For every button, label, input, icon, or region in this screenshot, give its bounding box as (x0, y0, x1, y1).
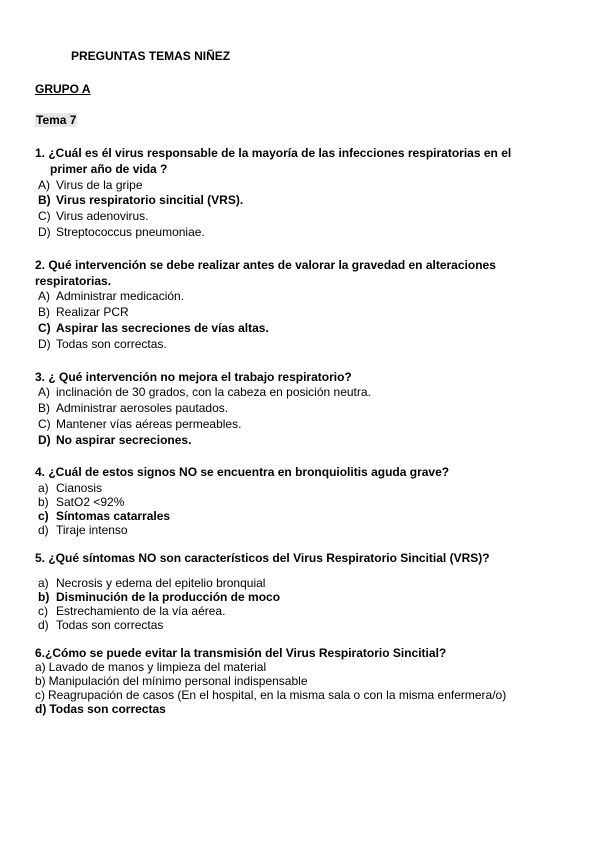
question-4-option-d: d) Tiraje intenso (38, 523, 128, 537)
question-3-option-a: A) inclinación de 30 grados, con la cabeza en posición neutra. (38, 385, 371, 399)
question-4-option-b: b) SatO2 <92% (38, 495, 125, 509)
question-6-text-line1: 6.¿Cómo se puede evitar la transmisión del Virus Respiratorio Sincitial? (35, 646, 447, 660)
question-6-option-b: b) Manipulación del mínimo personal indispensable (35, 674, 308, 688)
question-2-option-b: B) Realizar PCR (38, 305, 129, 319)
question-3-option-b: B) Administrar aerosoles pautados. (38, 401, 229, 415)
question-6 (35, 645, 548, 661)
question-6-option-c: c) Reagrupación de casos (En el hospital, en la misma sala o con la misma enfermera/o) (35, 688, 507, 702)
group-heading: GRUPO A (35, 82, 91, 96)
question-6-option-d: d) Todas son correctas (35, 702, 166, 716)
question-5-option-a: a) Necrosis y edema del epitelio bronquial (38, 576, 266, 590)
question-1-text-line2: primer año de vida ? (50, 162, 168, 176)
question-2-text-line2: respiratorias. (35, 274, 112, 288)
question-1-option-a: A) Virus de la gripe (38, 178, 143, 192)
question-4-option-c: c) Síntomas catarrales (38, 509, 171, 523)
question-5-option-b: b) Disminución de la producción de moco (38, 590, 281, 604)
question-5-text-line1: 5. ¿Qué síntomas NO son característicos del Virus Respiratorio Sincitial (VRS)? (35, 551, 490, 565)
question-1-option-b: B) Virus respiratorio sincitial (VRS). (38, 193, 244, 207)
question-4 (35, 464, 548, 480)
question-3-option-c: C) Mantener vías aéreas permeables. (38, 417, 242, 431)
question-3-text-line1: 3. ¿ Qué intervención no mejora el trabajo respiratorio? (35, 370, 352, 384)
question-2 (35, 257, 548, 289)
question-5-option-d: d) Todas son correctas (38, 618, 164, 632)
question-5 (35, 550, 548, 566)
question-2-text-line1: 2. Qué intervención se debe realizar antes de valorar la gravedad en alteraciones (35, 258, 496, 272)
question-6-option-a: a) Lavado de manos y limpieza del material (35, 660, 267, 674)
question-1-text-line1: 1. ¿Cuál es él virus responsable de la mayoría de las infecciones respiratorias en el (35, 146, 512, 160)
question-2-option-c: C) Aspirar las secreciones de vías altas. (38, 321, 269, 335)
document-title: PREGUNTAS TEMAS NIÑEZ (71, 49, 231, 63)
question-1-option-d: D) Streptococcus pneumoniae. (38, 225, 205, 239)
question-3 (35, 369, 548, 385)
question-4-text-line1: 4. ¿Cuál de estos signos NO se encuentra en bronquiolitis aguda grave? (35, 465, 450, 479)
question-1-option-c: C) Virus adenovirus. (38, 209, 149, 223)
question-5-option-c: c) Estrechamiento de la vía aérea. (38, 604, 226, 618)
question-3-option-d: D) No aspirar secreciones. (38, 433, 192, 447)
question-2-option-a: A) Administrar medicación. (38, 289, 185, 303)
topic-heading: Tema 7 (36, 113, 77, 127)
question-2-option-d: D) Todas son correctas. (38, 337, 167, 351)
question-1 (35, 145, 548, 177)
question-4-option-a: a) Cianosis (38, 481, 103, 495)
